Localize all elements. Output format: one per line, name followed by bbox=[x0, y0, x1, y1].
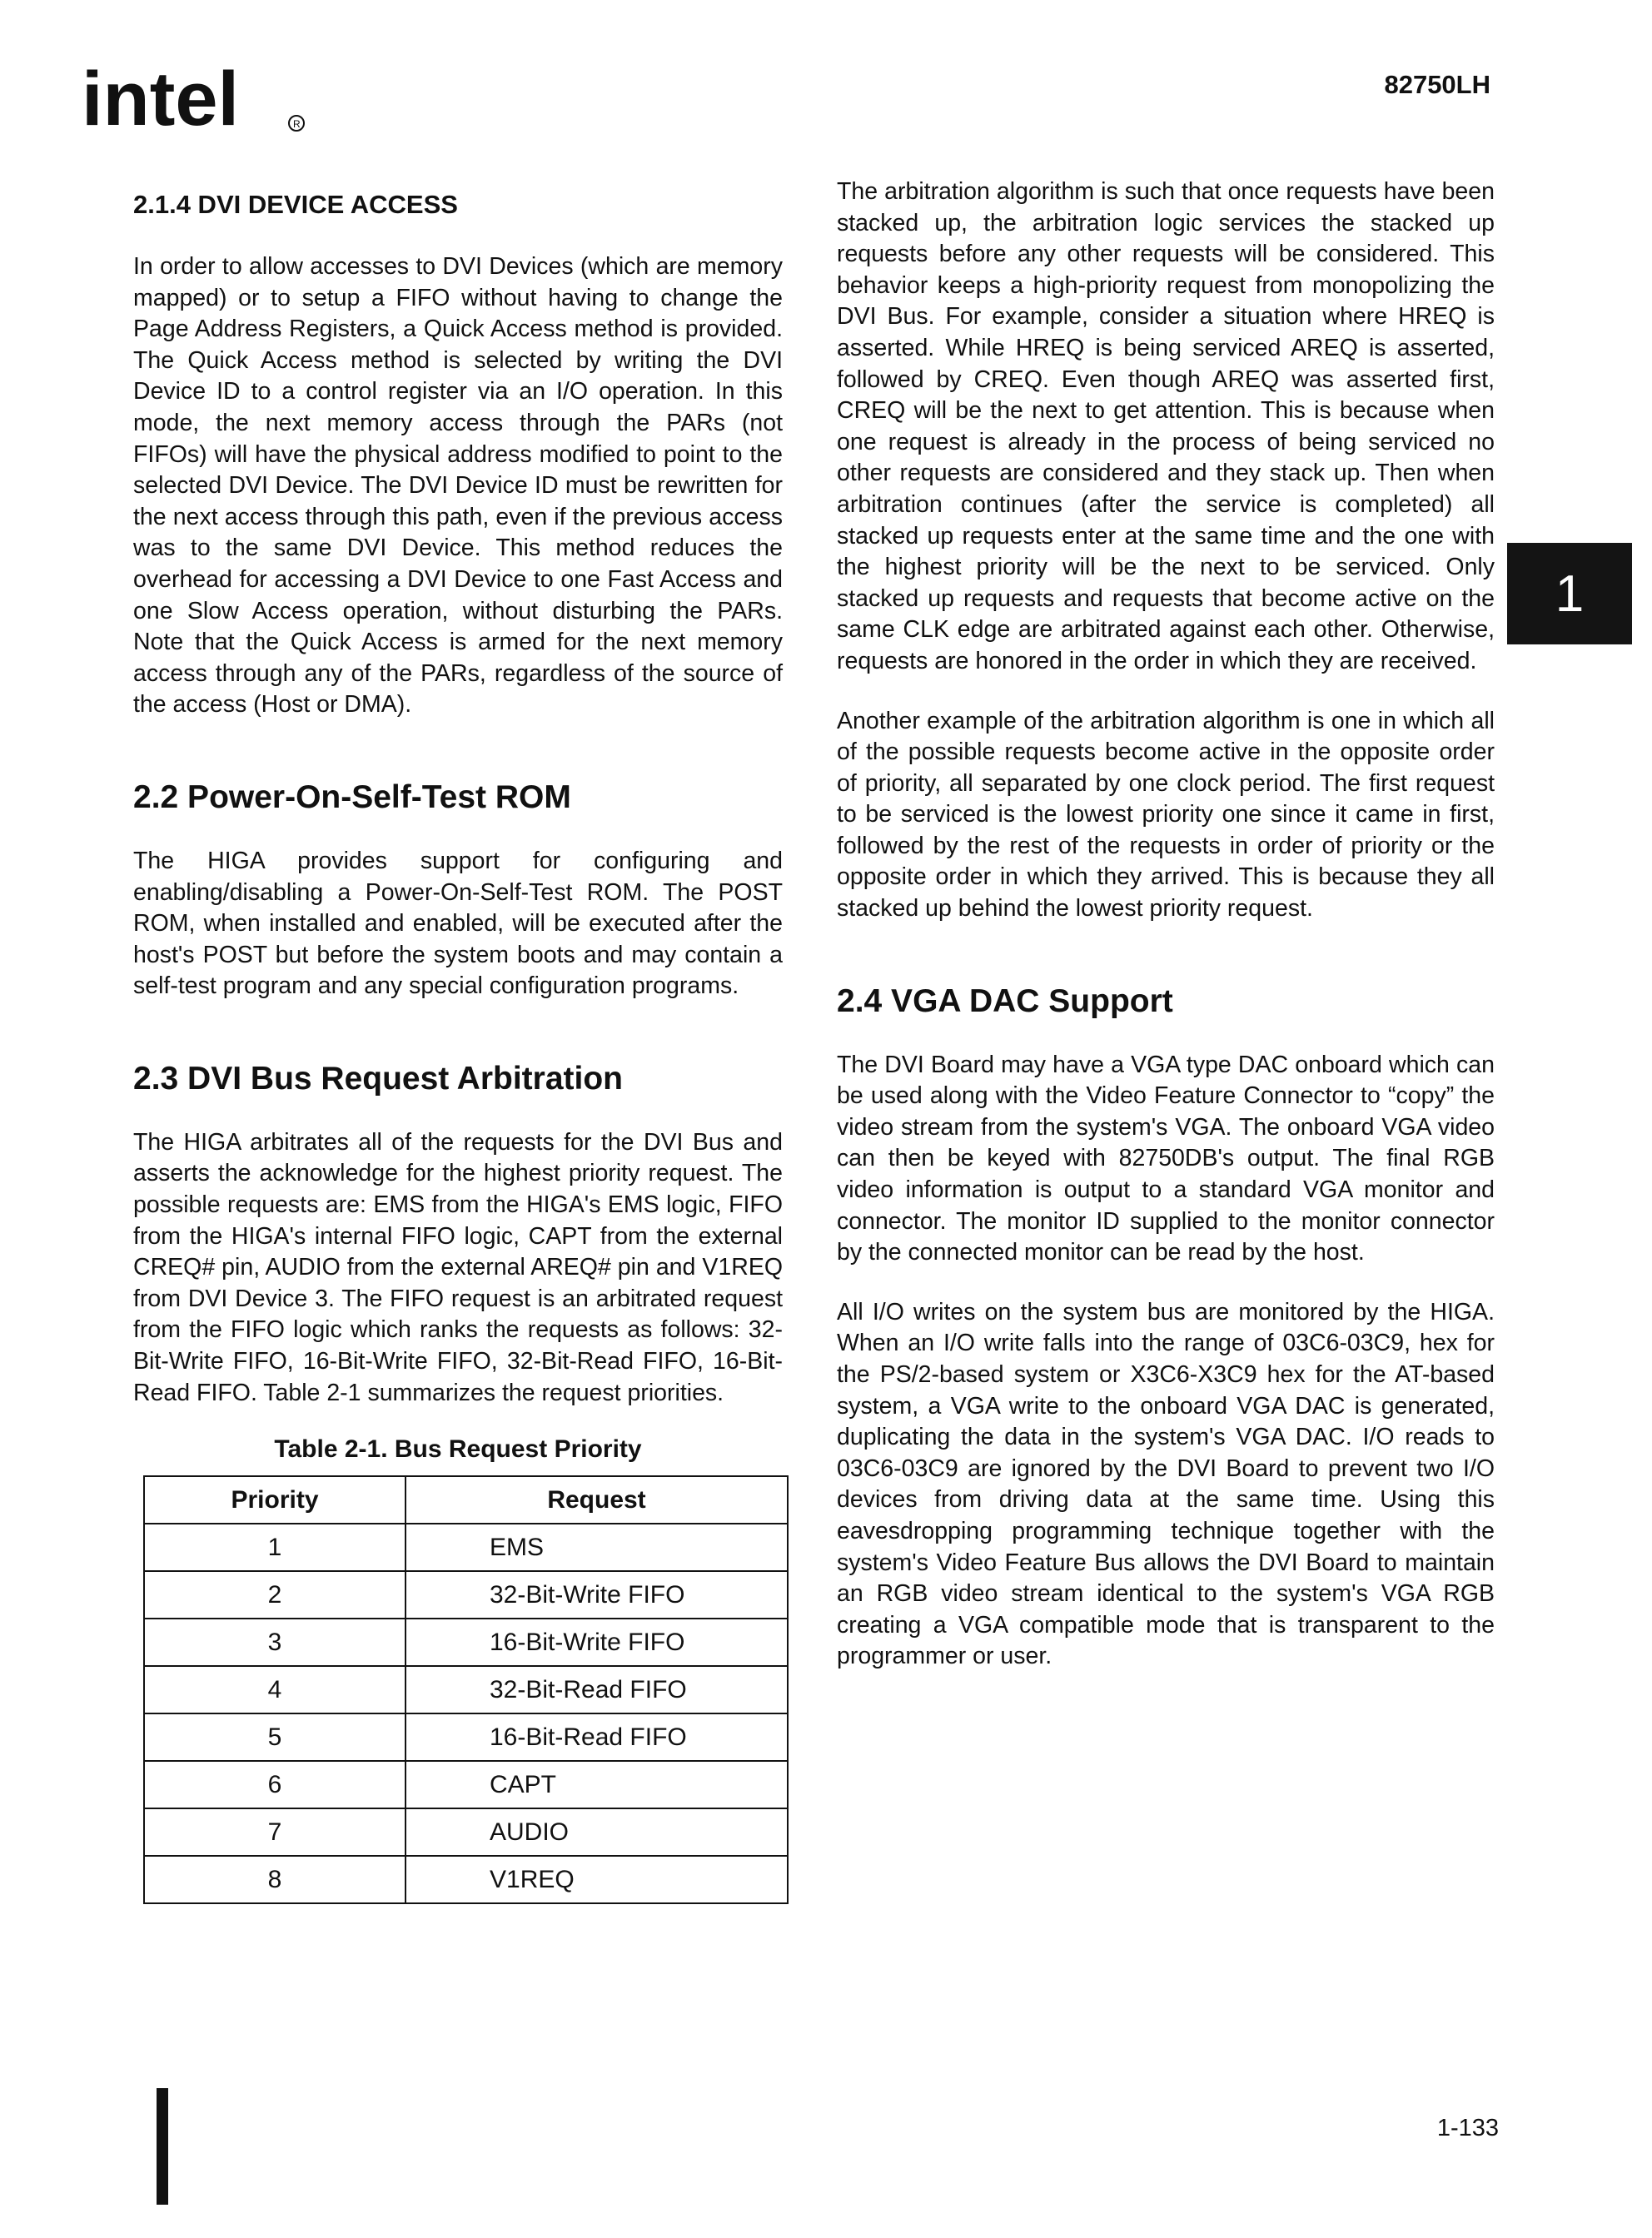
priority-cell: 1 bbox=[144, 1524, 406, 1571]
section-2-4-body-2: All I/O writes on the system bus are monitored by the HIGA. When an I/O write falls into the range of 03C6-03C9, hex for the PS/2-based system or X3C6-X3C9 hex for the AT-based system, a VGA write to the onboard VGA DAC is generated, duplicating the data in the system's VGA DAC. I/O reads to 03C6-03C9 are ignored by the DVI Board to prevent two I/O devices from driving data at the same time. Using this eavesdropping programming technique together with the system's Video Feature Bus allows the DVI Board to maintain an RGB video stream identical to the system's VGA RGB creating a VGA compatible mode that is transparent to the programmer or user. bbox=[837, 1298, 1495, 1670]
part-number: 82750LH bbox=[1384, 70, 1490, 99]
table-row bbox=[144, 1856, 788, 1903]
section-2-2-body: The HIGA provides support for configuring and enabling/disabling a Power-On-Self-Test ROM. The POST ROM, when installed and enabled, will be executed after the host's POST but before the system boots and may contain a self-test program and any special configuration programs. bbox=[133, 847, 783, 1000]
section-2-1-4-title: 2.1.4 DVI DEVICE ACCESS bbox=[133, 190, 458, 219]
table-row bbox=[144, 1808, 788, 1856]
table-row bbox=[144, 1571, 788, 1619]
arbitration-paragraph-2: Another example of the arbitration algorithm is one in which all of the possible requests become active in the opposite order of priority, all separated by one clock period. The first request to be serviced is the lowest priority one since it came in first, followed by the rest of the requests in order of priority or the opposite order in which they arrived. This is because they all stacked up behind the lowest priority request. bbox=[837, 707, 1495, 923]
logo-text: intel bbox=[82, 57, 240, 142]
section-2-1-4-body: In order to allow accesses to DVI Devices (which are memory mapped) or to setup a FIFO without having to change the Page Address Registers, a Quick Access method is provided. The Quick Access method is selected by writing the DVI Device ID to a control register via an I/O operation. In this mode, the next memory access through the PARs (not FIFOs) will have the physical address modified to point to the selected DVI Device. The DVI Device ID must be rewritten for the next access through this path, even if the previous access was to the same DVI Device. This method reduces the overhead for accessing a DVI Device to one Fast Access and one Slow Access operation, without disturbing the PARs. Note that the Quick Access is armed for the next memory access through any of the PARs, regardless of the source of the access (Host or DMA). bbox=[133, 253, 783, 719]
priority-cell: 4 bbox=[144, 1666, 406, 1713]
intel-logo bbox=[82, 52, 331, 152]
request-cell: 32-Bit-Read FIFO bbox=[406, 1666, 788, 1713]
table-row bbox=[144, 1713, 788, 1761]
priority-cell: 8 bbox=[144, 1856, 406, 1903]
section-2-4-body-1: The DVI Board may have a VGA type DAC onboard which can be used along with the Video Feature Connector to “copy” the video stream from the system's VGA. The onboard VGA video can then be keyed with 82750DB's output. The final RGB video information is output to a standard VGA monitor and connector. The monitor ID supplied to the monitor connector by the connected monitor can be read by the host. bbox=[837, 1051, 1495, 1266]
table-caption: Table 2-1. Bus Request Priority bbox=[274, 1435, 642, 1464]
priority-cell: 3 bbox=[144, 1619, 406, 1666]
request-cell: AUDIO bbox=[406, 1808, 788, 1856]
request-cell: EMS bbox=[406, 1524, 788, 1571]
header-request: Request bbox=[406, 1476, 788, 1524]
table-row bbox=[144, 1619, 788, 1666]
margin-bar bbox=[157, 2088, 168, 2205]
request-cell: CAPT bbox=[406, 1761, 788, 1808]
request-cell: 32-Bit-Write FIFO bbox=[406, 1571, 788, 1619]
section-2-3-body: The HIGA arbitrates all of the requests for the DVI Bus and asserts the acknowledge for the highest priority request. The possible requests are: EMS from the HIGA's EMS logic, FIFO from the HIGA's internal FIFO logic, CAPT from the external CREQ# pin, AUDIO from the external AREQ# pin and V1REQ from DVI Device 3. The FIFO request is an arbitrated request from the FIFO logic which ranks the requests as follows: 32-Bit-Write FIFO, 16-Bit-Write FIFO, 32-Bit-Read FIFO, 16-Bit-Read FIFO. Table 2-1 summarizes the request priorities. bbox=[133, 1128, 783, 1406]
section-2-3-title: 2.3 DVI Bus Request Arbitration bbox=[133, 1060, 623, 1097]
priority-cell: 6 bbox=[144, 1761, 406, 1808]
svg-text:R: R bbox=[293, 118, 301, 130]
page-number: 1-133 bbox=[1436, 2115, 1499, 2141]
section-2-2-title: 2.2 Power-On-Self-Test ROM bbox=[133, 778, 571, 815]
table-row bbox=[144, 1524, 788, 1571]
priority-cell: 7 bbox=[144, 1808, 406, 1856]
left-column bbox=[133, 190, 783, 1904]
chapter-tab-marker: 1 bbox=[1507, 543, 1632, 644]
header-priority: Priority bbox=[144, 1476, 406, 1524]
request-cell: 16-Bit-Write FIFO bbox=[406, 1619, 788, 1666]
request-cell: V1REQ bbox=[406, 1856, 788, 1903]
priority-cell: 5 bbox=[144, 1713, 406, 1761]
priority-cell: 2 bbox=[144, 1571, 406, 1619]
right-column bbox=[837, 177, 1495, 1673]
table-row bbox=[144, 1666, 788, 1713]
bus-request-priority-table bbox=[143, 1475, 789, 1904]
request-cell: 16-Bit-Read FIFO bbox=[406, 1713, 788, 1761]
arbitration-paragraph-1: The arbitration algorithm is such that once requests have been stacked up, the arbitration logic services the stacked up requests before any other requests will be considered. This behavior keeps a high-priority request from monopolizing the DVI Bus. For example, consider a situation where HREQ is asserted. While HREQ is being serviced AREQ is asserted, followed by CREQ. Even though AREQ was asserted first, CREQ will be the next to get attention. This is because when one request is already in the process of being serviced no other requests are considered and they stack up. Then when arbitration continues (after the service is completed) all stacked up requests enter at the same time and the one with the highest priority will be the next to be serviced. Only stacked up requests and requests that become active on the same CLK edge are arbitrated against each other. Otherwise, requests are honored in the order in which they are received. bbox=[837, 178, 1495, 674]
table-row bbox=[144, 1761, 788, 1808]
section-2-4-title: 2.4 VGA DAC Support bbox=[837, 982, 1173, 1019]
table-header-row bbox=[144, 1476, 788, 1524]
